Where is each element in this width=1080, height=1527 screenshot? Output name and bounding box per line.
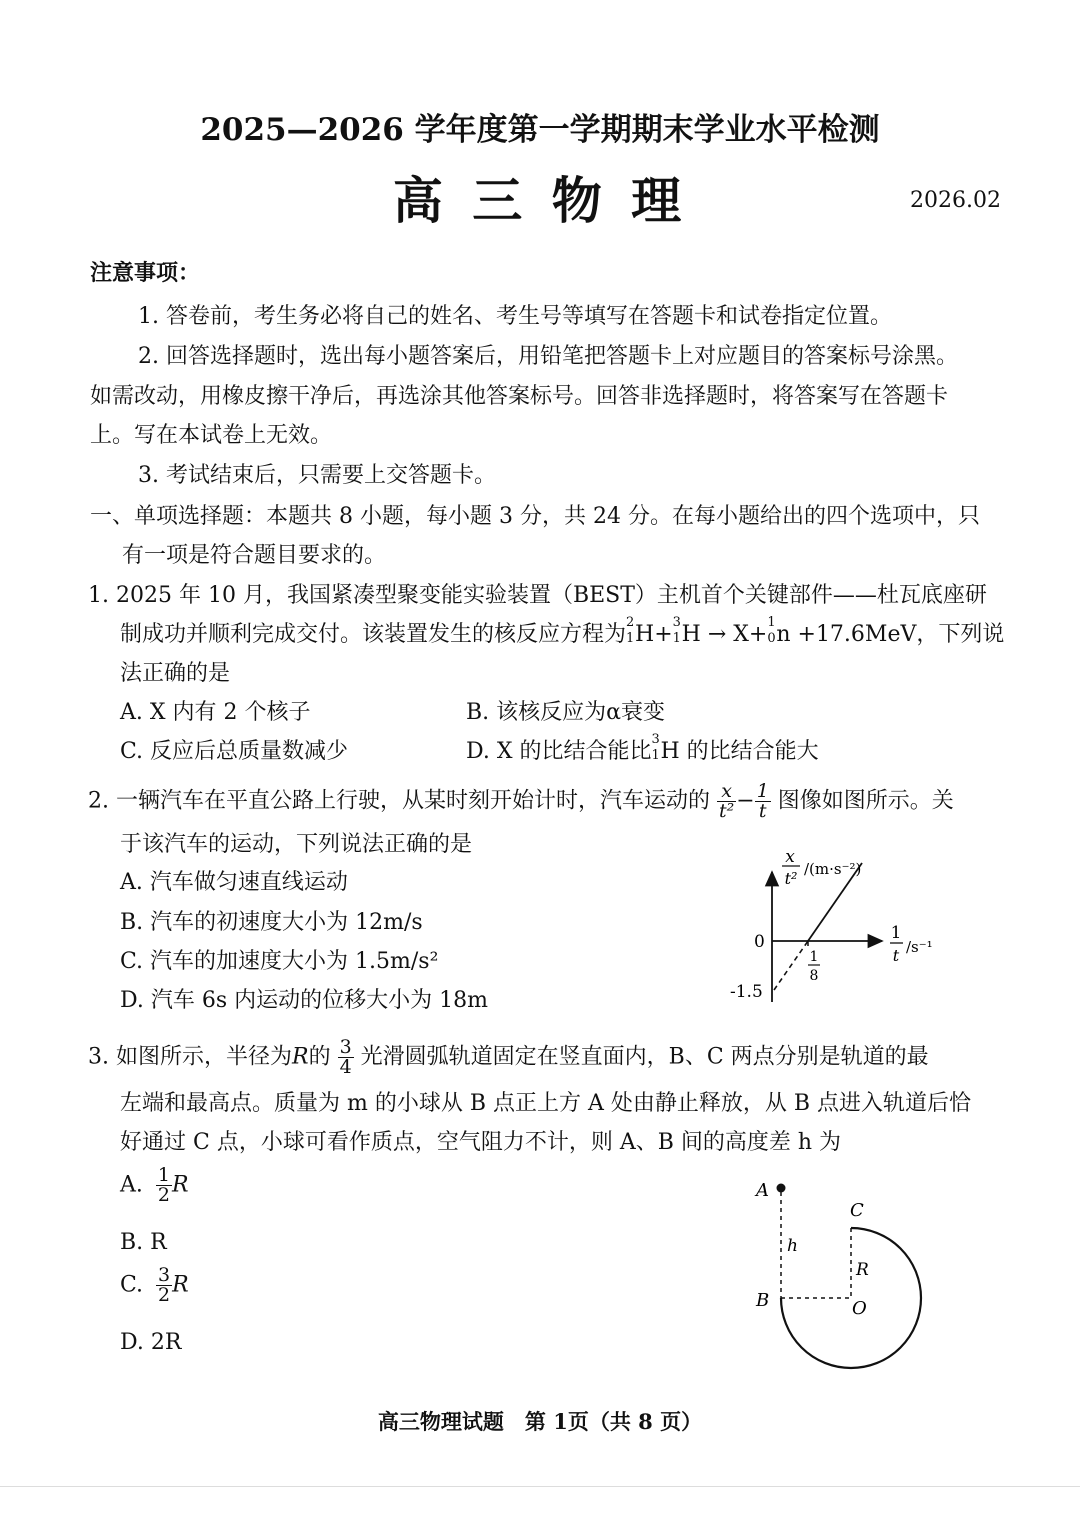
q1-option-d: D. X 的比结合能比 3 1 H 的比结合能大 xyxy=(466,737,819,767)
q1-stem-line3: 法正确的是 xyxy=(120,661,231,686)
q2-option-b: B. 汽车的初速度大小为 12m/s xyxy=(120,910,423,935)
q1-option-a: A. X 内有 2 个核子 xyxy=(120,700,311,725)
q3-stem-line3: 好通过 C 点，小球可看作质点，空气阻力不计，则 A、B 间的高度差 h 为 xyxy=(120,1130,842,1155)
q2-stem-line1: 2. 一辆汽车在平直公路上行驶，从某时刻开始计时，汽车运动的 $\frac{x}{\text{t²}}$ − $\frac{1}{t}$ 图像如图所示。关 xyxy=(88,780,954,822)
q2-frac-1-t: $\frac{1}{t}$ xyxy=(756,780,769,822)
page-footer: 高三物理试题 第 1页（共 8 页） xyxy=(377,1409,703,1434)
q1-stem-line2 xyxy=(120,615,1005,650)
q3-stem-line2: 左端和最高点。质量为 m 的小球从 B 点正上方 A 处由静止释放，从 B 点进入轨道后恰 xyxy=(120,1091,972,1116)
label-o: O xyxy=(852,1298,867,1319)
y-unit: /(m·s⁻²) xyxy=(804,860,862,878)
x-label-den: t xyxy=(892,946,900,965)
q2-frac-x-t2: $\frac{x}{\text{t²}}$ xyxy=(719,780,735,822)
q3-stem-line1: 3. 如图所示，半径为R的 $\frac{3}{4}$ 光滑圆弧轨道固定在竖直面内，B、C 两点分别是轨道的最 xyxy=(88,1036,929,1078)
notice-item-3: 3. 考试结束后，只需要上交答题卡。 xyxy=(138,463,496,488)
q3-option-c: C. $\frac{3}{2}$ R xyxy=(120,1264,189,1306)
notice-item-2-cont: 如需改动，用橡皮擦干净后，再选涂其他答案标号。回答非选择题时，将答案写在答题卡 xyxy=(90,384,949,409)
x-unit: /s⁻¹ xyxy=(906,938,933,956)
x-intercept-num: 1 xyxy=(809,949,819,965)
ball-point-a xyxy=(777,1184,786,1193)
x-label-num: 1 xyxy=(890,923,902,943)
q1-option-b: B. 该核反应为α衰变 xyxy=(466,700,666,725)
nuclide-tritium-ref: 3 1 H 的比结合能大 xyxy=(651,732,819,764)
q3-frac-3-4: $\frac{3}{4}$ xyxy=(339,1036,352,1078)
subject-title: 高 三 物 理 xyxy=(392,171,688,230)
y-label-den: t² xyxy=(784,869,798,888)
label-a: A xyxy=(756,1180,769,1201)
label-c: C xyxy=(850,1200,864,1221)
notice-item-2: 2. 回答选择题时，选出每小题答案后，用铅笔把答题卡上对应题目的答案标号涂黑。 xyxy=(138,344,958,369)
q3-option-d: D. 2R xyxy=(120,1330,182,1355)
notice-item-2-end: 上。写在本试卷上无效。 xyxy=(90,423,333,448)
section-heading-cont: 有一项是符合题目要求的。 xyxy=(122,543,387,568)
label-h: h xyxy=(787,1236,798,1256)
label-r: R xyxy=(856,1260,869,1280)
notice-item-1: 1. 答卷前，考生务必将自己的姓名、考生号等填写在答题卡和试卷指定位置。 xyxy=(138,304,892,329)
graph-line-dashed xyxy=(774,941,808,990)
nuclide-tritium: 3 1 H → X+ xyxy=(672,615,768,647)
exam-title: 2025—2026 学年度第一学期期末学业水平检测 xyxy=(200,112,880,148)
label-b: B xyxy=(756,1290,770,1311)
x-intercept-den: 8 xyxy=(809,968,819,984)
q2-graph xyxy=(720,840,960,1010)
q1-option-c: C. 反应后总质量数减少 xyxy=(120,739,349,764)
exam-date: 2026.02 xyxy=(910,188,1001,213)
nuclide-deuterium: 2 1 H+ xyxy=(626,615,673,647)
y-label-num: x xyxy=(785,847,795,867)
q1-stem-text: 制成功并顺利完成交付。该装置发生的核反应方程为 xyxy=(120,622,627,647)
y-intercept-label: -1.5 xyxy=(730,982,763,1002)
q2-stem-line2: 于该汽车的运动，下列说法正确的是 xyxy=(120,832,473,857)
q2-option-a: A. 汽车做匀速直线运动 xyxy=(120,870,348,895)
page-bottom-divider xyxy=(0,1486,1080,1487)
q2-option-c: C. 汽车的加速度大小为 1.5m/s² xyxy=(120,949,439,974)
q3-option-b: B. R xyxy=(120,1230,167,1255)
notice-heading: 注意事项： xyxy=(90,260,201,286)
section-heading: 一、单项选择题：本题共 8 小题，每小题 3 分，共 24 分。在每小题给出的四个选项中，只 xyxy=(90,504,980,529)
q2-option-d: D. 汽车 6s 内运动的位移大小为 18m xyxy=(120,988,488,1013)
q3-diagram xyxy=(740,1172,940,1372)
nuclide-neutron: 1 0 n +17.6MeV，下列说 xyxy=(767,615,1005,647)
q3-option-a: A. $\frac{1}{2}$ R xyxy=(120,1164,189,1206)
origin-label: 0 xyxy=(754,932,765,952)
q1-stem-line1: 1. 2025 年 10 月，我国紧凑型聚变能实验装置（BEST）主机首个关键部件——杜瓦底座研 xyxy=(88,583,987,608)
